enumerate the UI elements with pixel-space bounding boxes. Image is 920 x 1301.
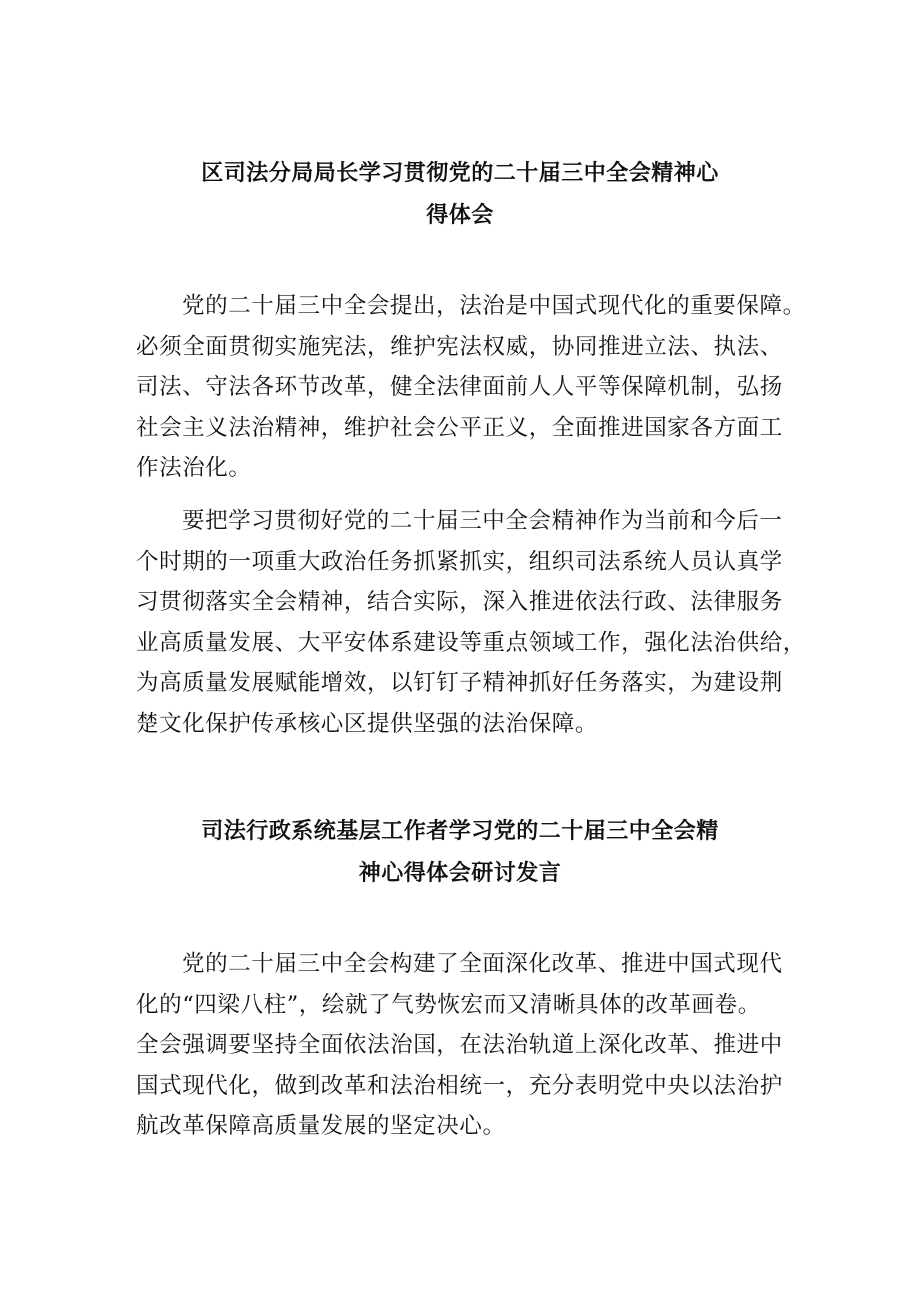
section2-title-line: 神心得体会研讨发言	[358, 861, 562, 886]
section2-title-line: 司法行政系统基层工作者学习党的二十届三中全会精	[201, 819, 719, 844]
paragraph-line: 社会主义法治精神，维护社会公平正义，全面推进国家各方面工	[136, 414, 783, 441]
section1-title	[0, 153, 920, 237]
section1-paragraph-2	[136, 501, 806, 744]
section1-title-line: 得体会	[426, 203, 494, 228]
paragraph-line: 化的“四梁八柱”，绘就了气势恢宏而又清晰具体的改革画卷。	[136, 991, 761, 1018]
paragraph-line: 航改革保障高质量发展的坚定决心。	[136, 1113, 506, 1139]
section1-title-line: 区司法分局局长学习贯彻党的二十届三中全会精神心	[201, 161, 719, 186]
paragraph-line: 党的二十届三中全会构建了全面深化改革、推进中国式现代	[182, 951, 783, 977]
paragraph-line: 作法治化。	[136, 455, 252, 481]
paragraph-line: 习贯彻落实全会精神，结合实际，深入推进依法行政、法律服务	[136, 589, 783, 615]
section1-paragraph-1	[136, 286, 806, 489]
paragraph-line: 业高质量发展、大平安体系建设等重点领域工作，强化法治供给，	[136, 629, 806, 656]
section2-paragraph-1	[136, 944, 796, 1147]
section2-title	[0, 811, 920, 895]
paragraph-line: 国式现代化，做到改革和法治相统一，充分表明党中央以法治护	[136, 1072, 783, 1099]
paragraph-line: 个时期的一项重大政治任务抓紧抓实，组织司法系统人员认真学	[136, 548, 783, 575]
paragraph-line: 全会强调要坚持全面依法治国，在法治轨道上深化改革、推进中	[136, 1032, 783, 1058]
paragraph-line: 党的二十届三中全会提出，法治是中国式现代化的重要保障。	[182, 293, 806, 319]
paragraph-line: 楚文化保护传承核心区提供坚强的法治保障。	[136, 710, 599, 737]
paragraph-line: 司法、守法各环节改革，健全法律面前人人平等保障机制，弘扬	[136, 374, 783, 400]
paragraph-line: 必须全面贯彻实施宪法，维护宪法权威，协同推进立法、执法、	[136, 333, 783, 360]
paragraph-line: 为高质量发展赋能增效，以钉钉子精神抓好任务落实，为建设荆	[136, 670, 783, 696]
paragraph-line: 要把学习贯彻好党的二十届三中全会精神作为当前和今后一	[182, 508, 783, 534]
